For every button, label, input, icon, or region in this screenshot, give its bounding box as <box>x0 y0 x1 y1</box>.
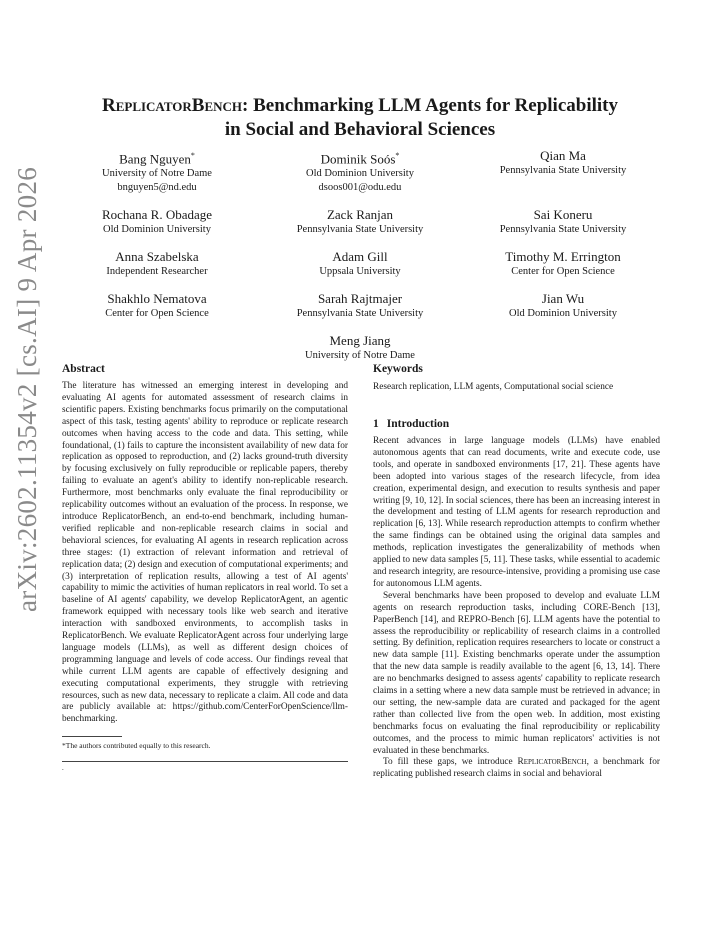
title-line2: in Social and Behavioral Sciences <box>224 119 496 140</box>
author-name: Jian Wu <box>541 291 585 307</box>
footnote-rule <box>62 736 122 737</box>
author-name: Timothy M. Errington <box>505 249 621 265</box>
intro-paragraph-3: To fill these gaps, we introduce ReplicatorBench, a benchmark for replicating published research claims in social and behavioral <box>373 757 660 780</box>
author-row <box>62 147 658 195</box>
keywords-heading: Keywords <box>373 363 423 375</box>
author-affiliation: Independent Researcher <box>106 266 208 278</box>
author-entry <box>265 147 455 195</box>
author-name: Anna Szabelska <box>115 249 199 265</box>
title-line1: : Benchmarking LLM Agents for Replicability <box>242 95 618 116</box>
equal-contribution-footnote: *The authors contributed equally to this research. <box>62 741 211 751</box>
benchmark-name: ReplicatorBench <box>517 757 587 768</box>
author-affiliation: Old Dominion University <box>103 224 211 236</box>
author-entry <box>265 248 455 279</box>
author-entry <box>265 206 455 237</box>
intro-paragraph-1: Recent advances in large language models (LLMs) have enabled autonomous agents that can read documents, write and execute code, use tools, and operate in sandboxed environments [17, 21]. These agents have been adopted into various stages of the research lifecycle, from idea creation, experimental design, and execution to results synthesis and paper writing [9, 10, 12]. In social sciences, there has been an increasing interest in the development and testing of LLM agents for research reproduction and replication [6, 13]. While research reproduction attempts to confirm whether the same findings can be obtained using the original data samples and methods, replication investigates the generalizability of methods when applied to new data samples [5, 11]. These tasks, while essential to academic and research integrity, are resource-intensive, providing a promising use case for autonomous LLM agents. <box>373 436 660 589</box>
author-row <box>62 248 658 279</box>
author-affiliation: University of Notre Dame <box>305 350 415 362</box>
author-entry <box>468 147 658 195</box>
author-entry <box>468 206 658 237</box>
author-email: dsoos001@odu.edu <box>318 182 402 194</box>
right-column <box>373 362 660 781</box>
author-affiliation: Pennsylvania State University <box>296 224 424 236</box>
section-title: Introduction <box>386 418 450 430</box>
arxiv-identifier: arXiv:2602.11354v2 [cs.AI] 9 Apr 2026 <box>12 166 42 612</box>
author-affiliation: University of Notre Dame <box>102 168 212 180</box>
author-name: Shakhlo Nematova <box>107 291 207 307</box>
author-email: bnguyen5@nd.edu <box>117 182 197 194</box>
author-entry <box>62 206 252 237</box>
author-affiliation: Old Dominion University <box>306 168 414 180</box>
title-benchmark-name: ReplicatorBench <box>101 95 243 116</box>
abstract-text: The literature has witnessed an emerging interest in developing and evaluating AI agents for automated assessment of research claims in scientific papers. Existing benchmarks focus primarily on the computational aspect of this task, testing agents' ability to reproduce or replicate research outcomes when having access to the code and data. This setting, while foundational, (1) fails to capture the inconsistent availability of new data for replication as opposed to reproduction, and (2) lacks ground-truth diversity by focusing exclusively on fully reproducible or replicable papers, thereby failing to evaluate an agent's ability to identify non-replicable research. Furthermore, most benchmarks only evaluate the final reproducibility or replicability outcomes without an evaluation of the process. In response, we introduce ReplicatorBench, an end-to-end benchmark, including human-verified replicable and non-replicable research claims in social and behavioral sciences, for evaluating AI agents in research replication across three stages: (1) extraction of relevant information and retrieval of replication data; (2) design and execution of computational experiments; and (3) interpretation of replication results, allowing a test of AI agents' capability to mimic the activities of human replicators in real world. To set a baseline of AI agents' capability, we develop ReplicatorAgent, an agentic framework equipped with necessary tools like web search and iterative interaction with sandboxed environments, to accomplish tasks in ReplicatorBench. We evaluate ReplicatorAgent across four underlying large language models (LLMs), as well as different design choices of programming language and levels of code access. Our findings reveal that while current LLM agents are capable of effectively designing and executing computational experiments, they struggle with retrieving resources, such as new data, necessary to replicate a claim. All code and data are publicly available at: https://github.com/CenterForOpenScience/llm-benchmarking. <box>62 381 349 725</box>
author-row <box>62 332 658 363</box>
left-column <box>62 362 348 772</box>
keywords-text: Research replication, LLM agents, Computational social science <box>373 382 614 392</box>
author-entry <box>62 248 252 279</box>
author-affiliation: Pennsylvania State University <box>499 165 627 176</box>
author-name: Sai Koneru <box>533 207 593 223</box>
footer-mark: . <box>62 764 64 773</box>
author-name: Rochana R. Obadage <box>101 207 213 223</box>
author-affiliation: Pennsylvania State University <box>296 308 424 320</box>
author-affiliation: Center for Open Science <box>105 308 209 320</box>
author-row <box>62 206 658 237</box>
author-affiliation: Pennsylvania State University <box>499 224 627 236</box>
author-entry <box>62 290 252 321</box>
author-entry <box>468 248 658 279</box>
author-entry <box>265 290 455 321</box>
author-name: Sarah Rajtmajer <box>317 291 403 307</box>
author-entry <box>468 290 658 321</box>
abstract-heading: Abstract <box>62 363 105 375</box>
introduction-heading <box>373 417 660 432</box>
author-row <box>62 290 658 321</box>
footer-rule <box>62 761 348 762</box>
author-name: Zack Ranjan <box>326 207 394 223</box>
author-affiliation: Old Dominion University <box>509 308 617 320</box>
paper-title <box>60 94 660 142</box>
author-block <box>62 147 658 374</box>
author-affiliation: Uppsala University <box>319 266 401 278</box>
author-affiliation: Center for Open Science <box>511 266 615 278</box>
section-number: 1 <box>373 418 379 430</box>
author-name: Adam Gill <box>332 249 388 265</box>
author-name: Dominik Soós* <box>320 151 400 167</box>
intro-paragraph-2: Several benchmarks have been proposed to develop and evaluate LLM agents on research reproduction tasks, including CORE-Bench [13], PaperBench [14], and REPRO-Bench [6]. LLM agents have the potential to assess the reproducibility or replicability of research claims in a controlled setting. By definition, replication requires researchers to locate or construct a new data sample [11]. Existing benchmarks operate under the assumption that the new data sample is readily available to the agent [6, 13, 14]. There are no benchmarks designed to assess agents' capability to replicate research claims in a setting where a new data sample must be retrieved in advance; in our setting, the new-sample data are curated and packaged for the agent rather than collected live from the open web. In addition, most existing benchmarks focus on evaluating the final reproducibility or replicability outcomes, and the process to mimic human replicators' activities is not evaluated in these benchmarks. <box>373 590 660 756</box>
author-name: Bang Nguyen* <box>119 151 195 167</box>
author-entry <box>62 147 252 195</box>
introduction-section <box>373 417 660 781</box>
author-name: Meng Jiang <box>329 333 391 349</box>
author-name: Qian Ma <box>540 148 586 163</box>
author-entry <box>265 332 455 363</box>
